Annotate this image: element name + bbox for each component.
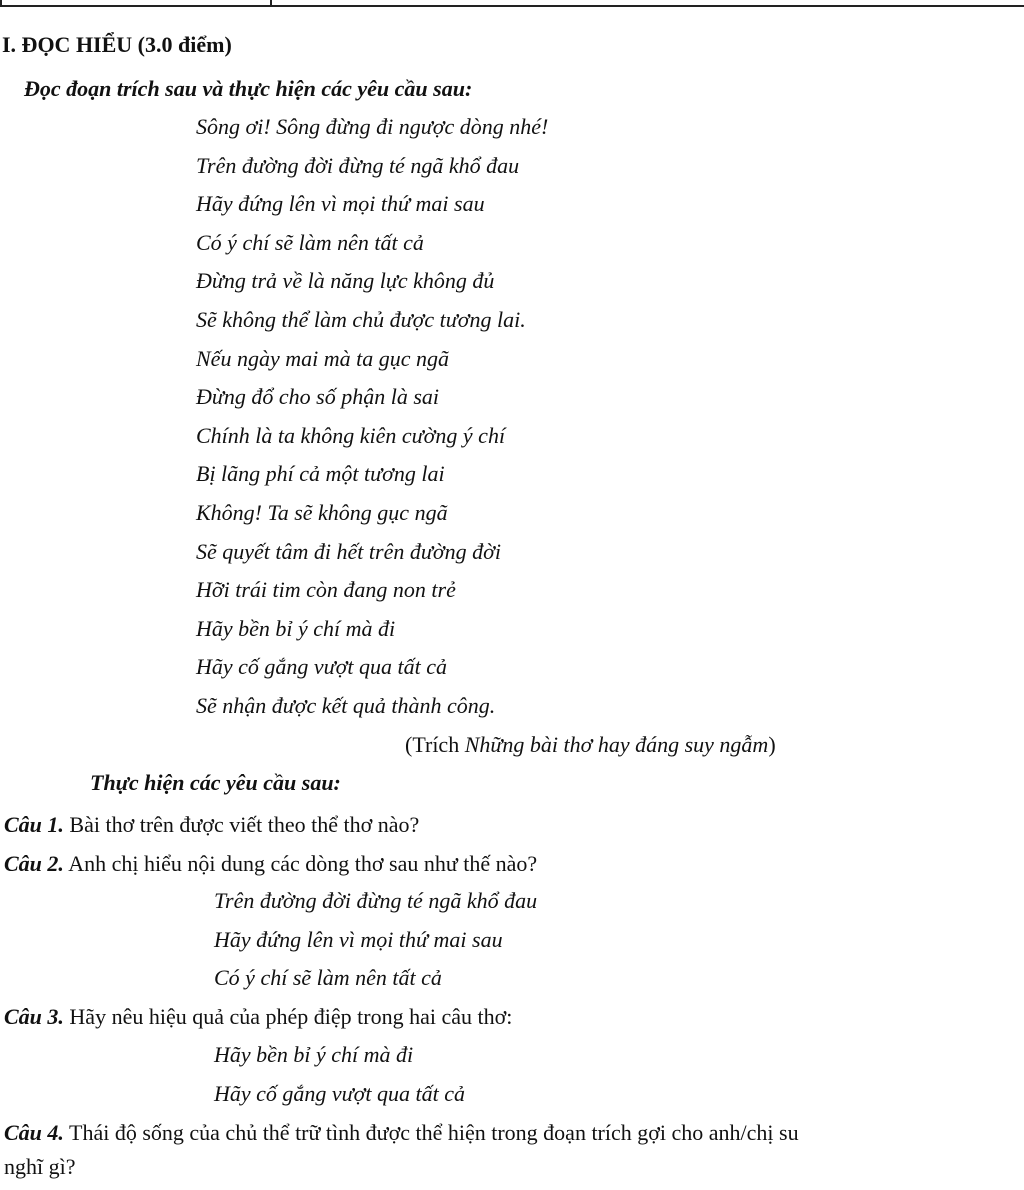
requirements-heading: Thực hiện các yêu cầu sau: [90, 770, 341, 795]
poem-line: Sẽ không thể làm chủ được tương lai. [196, 306, 526, 332]
question-text: Anh chị hiểu nội dung các dòng thơ sau như thế nào? [63, 851, 538, 876]
table-border-tick [270, 0, 272, 7]
reading-instruction: Đọc đoạn trích sau và thực hiện các yêu cầu sau: [24, 76, 473, 101]
quoted-line: Trên đường đời đừng té ngã khổ đau [214, 888, 538, 913]
question-label: Câu 2. [4, 851, 64, 876]
question-2 [4, 845, 537, 884]
question-text: Hãy nêu hiệu quả của phép điệp trong hai câu thơ: [63, 1004, 513, 1029]
poem-line: Sông ơi! Sông đừng đi ngược dòng nhé! [196, 114, 549, 139]
poem-line: Đừng đổ cho số phận là sai [196, 384, 439, 410]
poem-line: Hỡi trái tim còn đang non trẻ [196, 577, 456, 603]
poem-line: Bị lãng phí cả một tương lai [196, 461, 445, 487]
poem-line: Hãy đứng lên vì mọi thứ mai sau [196, 191, 485, 217]
poem-line: Hãy bền bỉ ý chí mà đi [196, 615, 396, 641]
source-work-title: Những bài thơ hay đáng suy ngẫm [464, 732, 769, 757]
top-table-border [0, 0, 1024, 8]
quoted-line: Hãy đứng lên vì mọi thứ mai sau [214, 926, 503, 952]
quoted-line: Hãy cố gắng vượt qua tất cả [214, 1080, 466, 1106]
source-prefix: (Trích [405, 732, 465, 757]
question-2-quote [214, 882, 537, 998]
poem-line: Chính là ta không kiên cường ý chí [196, 422, 506, 448]
poem-line: Đừng trả về là năng lực không đủ [196, 268, 495, 294]
poem-line: Trên đường đời đừng té ngã khổ đau [196, 152, 520, 178]
poem-line: Sẽ quyết tâm đi hết trên đường đời [196, 538, 501, 564]
question-text: Thái độ sống của chủ thể trữ tình được thể hiện trong đoạn trích gợi cho anh/chị su [63, 1120, 799, 1145]
poem-line: Không! Ta sẽ không gục ngã [196, 499, 448, 525]
poem-source [405, 726, 776, 765]
quoted-line: Có ý chí sẽ làm nên tất cả [214, 965, 442, 991]
question-4-continuation: nghĩ gì? [4, 1154, 76, 1179]
question-label: Câu 1. [4, 812, 64, 837]
question-label: Câu 3. [4, 1004, 64, 1029]
question-1 [4, 806, 419, 845]
section-title: I. ĐỌC HIỂU (3.0 điểm) [2, 32, 232, 57]
table-border-tick [0, 0, 2, 7]
question-label: Câu 4. [4, 1120, 64, 1145]
source-suffix: ) [768, 732, 776, 757]
question-4 [4, 1114, 799, 1153]
question-3 [4, 998, 512, 1037]
question-text: Bài thơ trên được viết theo thể thơ nào? [63, 812, 420, 837]
poem-line: Nếu ngày mai mà ta gục ngã [196, 345, 449, 371]
quoted-line: Hãy bền bỉ ý chí mà đi [214, 1042, 414, 1067]
poem-line: Hãy cố gắng vượt qua tất cả [196, 654, 448, 680]
poem-line: Sẽ nhận được kết quả thành công. [196, 692, 496, 718]
table-border-line [0, 5, 1024, 7]
question-3-quote [214, 1036, 465, 1113]
poem-excerpt [196, 108, 548, 726]
poem-line: Có ý chí sẽ làm nên tất cả [196, 229, 424, 255]
